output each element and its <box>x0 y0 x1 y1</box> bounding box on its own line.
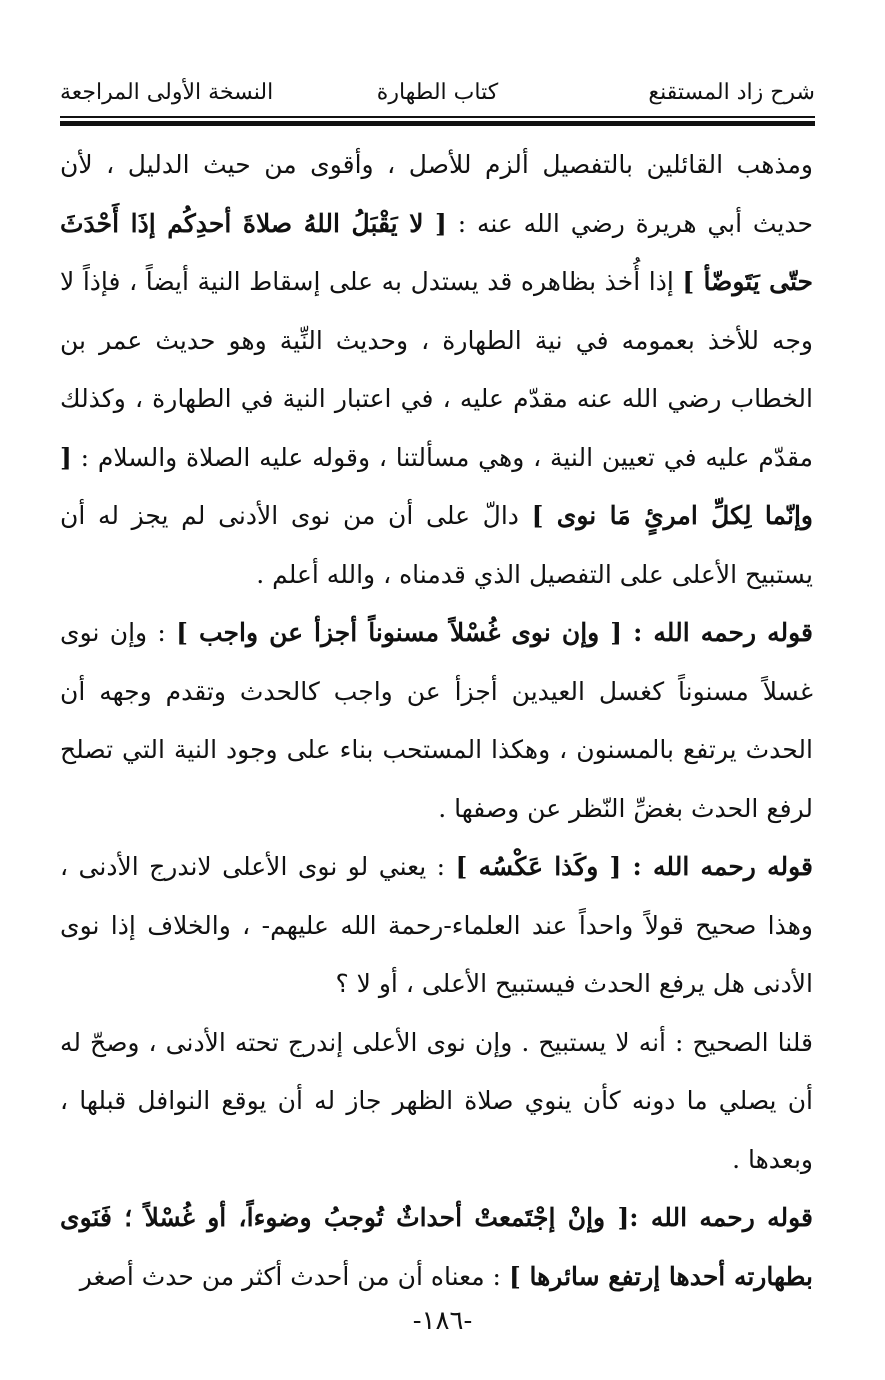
text-run: إذا أُخذ بظاهره قد يستدل به على إسقاط النية أيضاً ، فإذاً لا وجه للأخذ بعمومه في نية الطهارة ، وحديث النِّية وهو حديث عمر بن الخطاب رضي الله عنه مقدّم عليه ، في اعتبار النية في الطهارة ، وكذلك مقدّم عليه في تعيين النية ، وهي مسألتنا ، وقوله عليه الصلاة والسلام : <box>60 267 813 472</box>
matn-quote: قوله رحمه الله : [ وإن نوى غُسْلاً مسنوناً أجزأ عن واجب ] <box>176 618 814 647</box>
paragraph <box>60 136 813 604</box>
page-number: -١٨٦- <box>412 1306 473 1336</box>
header-double-rule <box>60 116 815 126</box>
matn-quote: قوله رحمه الله :[ وإنْ إجْتَمعتْ أحداثٌ تُوجبُ وضوءاً، أو غُسْلاً ؛ فَنَوى بطهارته أحدها إرتفع سائرها ] <box>60 1203 813 1291</box>
text-run: : معناه أن من أحدث أكثر من حدث أصغر <box>79 1261 501 1291</box>
paragraph <box>60 604 813 838</box>
running-header <box>60 78 815 108</box>
hadith-quote: [ لا يَقْبَلُ اللهُ صلاةَ أحدِكُم إذَا أَحْدَثَ حتّى يَتَوضّأ ] <box>60 208 813 296</box>
hadith-quote: [ وإنّما لِكلِّ امرئٍ مَا نوى ] <box>60 442 813 530</box>
text-run: ومذهب القائلين بالتفصيل ألزم للأصل ، وأقوى من حيث الدليل ، لأن حديث أبي هريرة رضي الله عنه : <box>60 150 813 238</box>
text-run: دالّ على أن من نوى الأدنى لم يجز له أن يستبيح الأعلى على التفصيل الذي قدمناه ، والله أعلم . <box>60 501 813 589</box>
matn-quote: قوله رحمه الله : [ وكَذا عَكْسُه ] <box>455 852 813 881</box>
header-edition-note: النسخة الأولى المراجعة <box>60 80 274 105</box>
paragraph <box>60 838 813 1014</box>
header-book-title: شرح زاد المستقنع <box>648 80 815 105</box>
text-run: : يعني لو نوى الأعلى لاندرج الأدنى ، وهذا صحيح قولاً واحداً عند العلماء-رحمة الله عليهم- ، والخلاف إذا نوى الأدنى هل يرفع الحدث فيستبيح الأعلى ، أو لا ؟ <box>60 852 813 998</box>
paragraph <box>60 1014 813 1190</box>
header-chapter-title: كتاب الطهارة <box>376 80 499 105</box>
paragraph <box>60 1189 813 1306</box>
page-body <box>60 136 813 1306</box>
text-run: : وإن نوى غسلاً مسنوناً كغسل العيدين أجزأ عن واجب كالحدث وتقدم وجهه أن الحدث يرتفع بالمسنون ، وهكذا المستحب بناء على وجود النية التي تصلح لرفع الحدث بغضِّ النّظر عن وصفها . <box>60 618 813 823</box>
text-run: قلنا الصحيح : أنه لا يستبيح . وإن نوى الأعلى إندرج تحته الأدنى ، وصحّ له أن يصلي ما دونه كأن ينوي صلاة الظهر جاز له أن يوقع النوافل قبلها ، وبعدها . <box>60 1027 813 1174</box>
